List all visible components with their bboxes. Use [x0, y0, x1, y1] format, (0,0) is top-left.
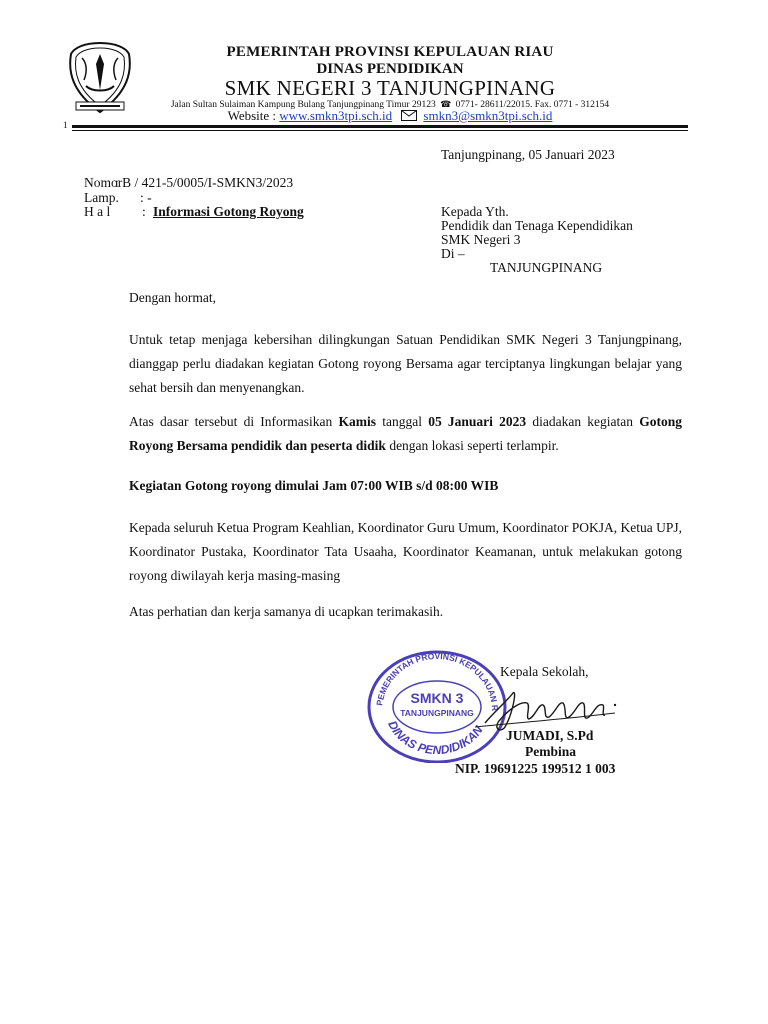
letterhead-rule-thick — [72, 125, 688, 128]
hal-colon: : — [142, 204, 146, 219]
lamp-label: Lamp. — [84, 190, 119, 205]
recipient-line-1: Kepada Yth. — [441, 204, 509, 219]
envelope-icon — [401, 109, 417, 125]
letterhead-contact-line — [140, 108, 640, 125]
website-label: Website : — [227, 108, 280, 123]
letterhead-rule-thin — [72, 130, 688, 131]
p2-part-a: Atas dasar tersebut di Informasikan — [129, 414, 339, 429]
p2-activity: Gotong Royong Bersama pendidik dan peserta didik — [129, 414, 682, 453]
stamp-center-top: SMKN 3 — [410, 690, 464, 706]
paragraph-4: Kepada seluruh Ketua Program Keahlian, Koordinator Guru Umum, Koordinator POKJA, Ketua UPJ, Koordinator Pustaka, Koordinator Tata Usaaha, Koordinator Keamanan, untuk melakukan gotong royong diwilayah kerja masing-masing — [129, 520, 683, 583]
p2-day: Kamis — [338, 414, 377, 429]
greeting: Dengan hormat, — [129, 290, 216, 305]
signatory-nip: NIP. 19691225 199512 1 003 — [455, 761, 616, 776]
signatory-title: Kepala Sekolah, — [500, 664, 589, 679]
recipient-line-2: Pendidik dan Tenaga Kependidikan — [441, 218, 633, 233]
recipient-line-4: Di – — [441, 246, 465, 261]
letterhead-government: PEMERINTAH PROVINSI KEPULAUAN RIAU — [226, 44, 554, 60]
p2-date: 05 Januari 2023 — [428, 414, 527, 429]
letterhead-school-name: SMK NEGERI 3 TANJUNGPINANG — [224, 76, 556, 100]
email-link[interactable]: smkn3@smkn3tpi.sch.id — [423, 108, 553, 123]
page-number: 1 — [63, 120, 68, 130]
paragraph-3-schedule: Kegiatan Gotong royong dimulai Jam 07:00 WIB s/d 08:00 WIB — [129, 478, 499, 493]
website-link[interactable]: www.smkn3tpi.sch.id — [279, 108, 393, 123]
stamp-center-bottom: TANJUNGPINANG — [400, 708, 474, 718]
paragraph-1: Untuk tetap menjaga kebersihan dilingkungan Satuan Pendidikan SMK Negeri 3 Tanjungpinang, dianggap perlu diadakan kegiatan Gotong royong Bersama agar terciptanya lingkungan belajar yang sehat bersih dan menyenangkan. — [129, 332, 682, 395]
paragraph-2 — [129, 410, 682, 458]
letterhead-department: DINAS PENDIDIKAN — [316, 61, 464, 77]
stamp-bottom-text: DINAS PENDIDIKAN — [385, 718, 486, 758]
province-emblem-logo — [66, 40, 134, 116]
letterhead-phone: 0771- 28611/22015. Fax. 0771 - 312154 — [455, 100, 610, 110]
signatory-rank: Pembina — [525, 744, 577, 759]
handwritten-signature — [465, 683, 625, 733]
stamp-ring-text: PEMERINTAH PROVINSI KEPULAUAN R — [374, 650, 501, 712]
letter-date: Tanjungpinang, 05 Januari 2023 — [441, 147, 615, 162]
phone-icon: ☎ — [440, 99, 452, 109]
recipient-line-3: SMK Negeri 3 — [441, 232, 521, 247]
letterhead-address: Jalan Sultan Sulaiman Kampung Bulang Tanjungpinang Timur 29123 — [170, 100, 436, 110]
nomor-value: : B / 421-5/0005/I-SMKN3/2023 — [115, 175, 294, 190]
hal-label: H a l — [84, 204, 111, 219]
hal-value: Informasi Gotong Royong — [153, 204, 304, 219]
nomor-label: Nomor — [84, 175, 123, 190]
p2-part-g: dengan lokasi seperti terlampir. — [385, 438, 559, 453]
paragraph-5-closing: Atas perhatian dan kerja samanya di ucapkan terimakasih. — [129, 604, 444, 619]
lamp-value: : - — [140, 190, 152, 205]
signatory-name: JUMADI, S.Pd — [506, 728, 594, 743]
recipient-city: TANJUNGPINANG — [490, 260, 603, 275]
p2-part-c: tanggal — [376, 414, 429, 429]
p2-part-e: diadakan kegiatan — [526, 414, 640, 429]
